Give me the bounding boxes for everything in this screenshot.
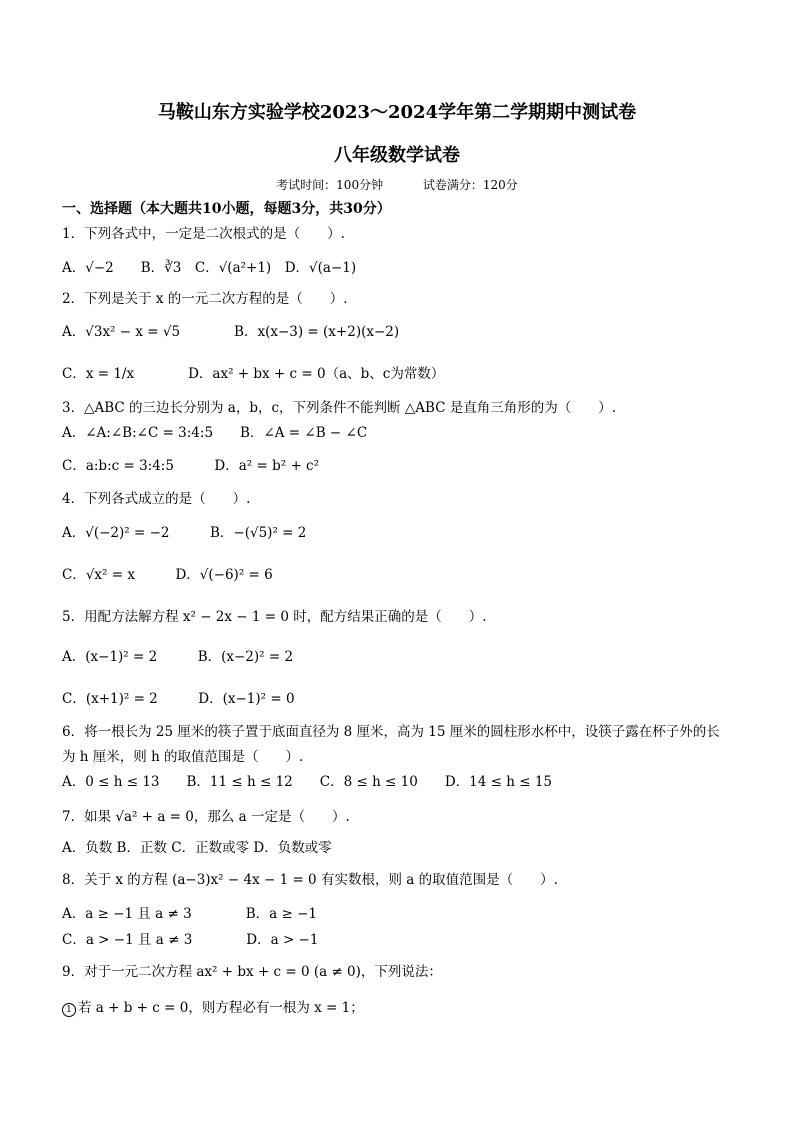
question-1: 1．下列各式中，一定是二次根式的是（ ）. (62, 226, 345, 242)
question-8: 8．关于 x 的方程 (a−3)x² − 4x − 1 = 0 有实数根，则 a 的取值范围是（ ）. (62, 872, 558, 888)
question-3-options-cd: C．a:b:c = 3:4:5 D．a² = b² + c² (62, 458, 320, 474)
exam-subtitle: 八年级数学试卷 (334, 145, 460, 166)
question-2-options-cd: C．x = 1/x D．ax² + bx + c = 0（a、b、c为常数） (62, 366, 445, 382)
exam-meta (0, 176, 794, 193)
question-9-statement-1-text: 若 a + b + c = 0，则方程必有一根为 x = 1； (78, 1000, 364, 1016)
question-8-options-cd: C．a > −1 且 a ≠ 3 D．a > −1 (62, 932, 319, 948)
question-6-line1: 6．将一根长为 25 厘米的筷子置于底面直径为 8 厘米，高为 15 厘米的圆柱形水杯中，设筷子露在杯子外的长 (62, 724, 720, 740)
question-6-options: A．0 ≤ h ≤ 13 B．11 ≤ h ≤ 12 C．8 ≤ h ≤ 10 D．14 ≤ h ≤ 15 (62, 774, 553, 790)
question-7-options: A．负数 B．正数 C．正数或零 D．负数或零 (62, 840, 332, 856)
exam-title: 马鞍山东方实验学校2023～2024学年第二学期期中测试卷 (157, 102, 637, 123)
question-1-options: A．√−2 B．∛3 C．√(a²+1) D．√(a−1) (62, 260, 357, 276)
question-4: 4．下列各式成立的是（ ）. (62, 491, 251, 507)
question-4-options-ab: A．√(−2)² = −2 B．−(√5)² = 2 (62, 525, 307, 541)
question-6-line2: 为 h 厘米，则 h 的取值范围是（ ）. (62, 749, 304, 765)
question-2-options-ab: A．√3x² − x = √5 B．x(x−3) = (x+2)(x−2) (62, 324, 400, 340)
question-5-options-ab: A．(x−1)² = 2 B．(x−2)² = 2 (62, 649, 294, 665)
circled-number-1: 1 (62, 1003, 76, 1017)
question-2: 2．下列是关于 x 的一元二次方程的是（ ）. (62, 291, 348, 307)
question-4-options-cd: C．√x² = x D．√(−6)² = 6 (62, 567, 273, 583)
question-5-options-cd: C．(x+1)² = 2 D．(x−1)² = 0 (62, 691, 295, 707)
section-heading: 一、选择题（本大题共10小题，每题3分，共30分） (62, 201, 391, 217)
question-7: 7．如果 √a² + a = 0，那么 a 一定是（ ）. (62, 809, 350, 825)
exam-score: 试卷满分：120分 (422, 178, 518, 192)
question-9-statement-1 (62, 998, 364, 1018)
question-8-options-ab: A．a ≥ −1 且 a ≠ 3 B．a ≥ −1 (62, 906, 317, 922)
question-3: 3．△ABC 的三边长分别为 a，b，c，下列条件不能判断 △ABC 是直角三角形的为（ ）. (62, 400, 617, 416)
exam-time: 考试时间：100分钟 (276, 178, 384, 192)
question-5: 5．用配方法解方程 x² − 2x − 1 = 0 时，配方结果正确的是（ ）. (62, 609, 487, 625)
question-3-options-ab: A．∠A:∠B:∠C = 3:4:5 B．∠A = ∠B − ∠C (62, 425, 368, 441)
question-9: 9．对于一元二次方程 ax² + bx + c = 0 (a ≠ 0)，下列说法： (62, 964, 442, 980)
